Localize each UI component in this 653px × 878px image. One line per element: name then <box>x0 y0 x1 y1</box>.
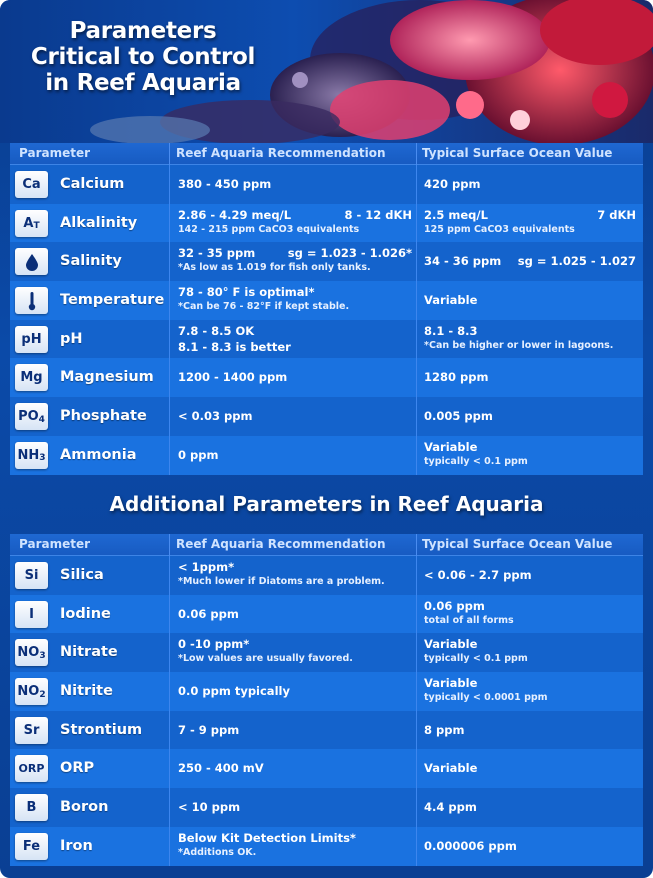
column-divider <box>416 143 417 165</box>
ocean-value: 4.4 ppm <box>424 800 477 815</box>
ocean-value: 8.1 - 8.3 <box>424 323 478 338</box>
table-body <box>10 556 643 866</box>
header-banner <box>0 0 653 143</box>
ocean-value: 8 ppm <box>424 722 465 737</box>
column-header-ocean: Typical Surface Ocean Value <box>422 537 613 551</box>
parameter-name: Strontium <box>60 721 143 738</box>
column-header-recommendation: Reef Aquaria Recommendation <box>176 537 386 551</box>
parameter-name: ORP <box>60 760 95 777</box>
parameter-name: Iron <box>60 837 93 854</box>
phosphate-symbol-badge: PO 4 <box>15 403 48 430</box>
recommendation-value: 7.8 - 8.5 OK <box>178 323 255 338</box>
parameter-name: Salinity <box>60 253 122 270</box>
ocean-value: 0.005 ppm <box>424 409 493 424</box>
ocean-dkh: 7 dKH <box>597 207 636 222</box>
parameter-name: Nitrate <box>60 644 118 661</box>
magnesium-symbol-badge: Mg <box>15 364 48 391</box>
table-row-calcium <box>10 165 643 204</box>
recommendation-value: 7 - 9 ppm <box>178 722 240 737</box>
parameter-name: Magnesium <box>60 369 154 386</box>
ocean-value: 1280 ppm <box>424 370 489 385</box>
table-row-boron <box>10 788 643 827</box>
ph-symbol-badge: pH <box>15 326 48 353</box>
boron-symbol-badge: B <box>15 794 48 821</box>
recommendation-value-better: 8.1 - 8.3 is better <box>178 339 291 354</box>
table-body <box>10 165 643 475</box>
iron-symbol-badge: Fe <box>15 833 48 860</box>
ocean-value: Variable <box>424 439 478 454</box>
column-header-parameter: Parameter <box>19 146 91 160</box>
ocean-value: Variable <box>424 293 478 308</box>
table-header <box>10 143 643 165</box>
recommendation-sg: sg = 1.023 - 1.026* <box>287 246 412 261</box>
table-row-ammonia <box>10 436 643 475</box>
recommendation-value: 2.86 - 4.29 meq/L 8 - 12 dKH <box>178 207 412 222</box>
nitrite-symbol-badge: NO 2 <box>15 678 48 705</box>
recommendation-value: < 1ppm* <box>178 560 235 574</box>
recommendation-value: 32 - 35 ppm sg = 1.023 - 1.026* <box>178 246 412 261</box>
recommendation-value: 78 - 80° F is optimal* <box>178 285 315 300</box>
ocean-value: Variable <box>424 761 478 776</box>
recommendation-note: *Much lower if Diatoms are a problem. <box>178 576 385 587</box>
strontium-symbol-badge: Sr <box>15 717 48 744</box>
ocean-note: *Can be higher or lower in lagoons. <box>424 339 614 351</box>
ocean-note: typically < 0.0001 ppm <box>424 692 548 704</box>
column-header-parameter: Parameter <box>19 537 91 551</box>
column-divider <box>169 143 170 165</box>
table-row-temperature <box>10 281 643 320</box>
iodine-symbol-badge: I <box>15 601 48 628</box>
recommendation-value: Below Kit Detection Limits* <box>178 830 356 845</box>
table-row-strontium <box>10 711 643 750</box>
parameter-name: Phosphate <box>60 408 147 425</box>
parameter-name: Silica <box>60 567 104 583</box>
table-row-magnesium <box>10 358 643 397</box>
thermometer-icon <box>15 287 48 314</box>
table-row-alkalinity <box>10 204 643 243</box>
ocean-value: < 0.06 - 2.7 ppm <box>424 568 532 582</box>
ocean-note: total of all forms <box>424 614 514 626</box>
parameter-name: Ammonia <box>60 446 137 463</box>
recommendation-note: 142 - 215 ppm CaCO3 equivalents <box>178 223 360 235</box>
recommendation-note: *Low values are usually favored. <box>178 653 353 665</box>
recommendation-value: 0.0 ppm typically <box>178 684 290 699</box>
column-header-recommendation: Reef Aquaria Recommendation <box>176 146 386 160</box>
drop-icon <box>15 248 48 275</box>
table-row-phosphate <box>10 397 643 436</box>
recommendation-value: 0 ppm <box>178 447 219 462</box>
ocean-note: 125 ppm CaCO3 equivalents <box>424 223 575 235</box>
recommendation-note: *Can be 76 - 82°F if kept stable. <box>178 301 350 313</box>
table-row-salinity <box>10 242 643 281</box>
recommendation-value: 0.06 ppm <box>178 606 239 621</box>
ocean-value: 0.000006 ppm <box>424 838 517 853</box>
ocean-value: 2.5 meq/L 7 dKH <box>424 207 636 222</box>
parameter-name: Nitrite <box>60 683 113 700</box>
recommendation-value: 0 -10 ppm* <box>178 637 250 652</box>
table-row-nitrate <box>10 633 643 672</box>
table-row-ph <box>10 320 643 359</box>
recommendation-dkh: 8 - 12 dKH <box>344 207 412 222</box>
ammonia-symbol-badge: NH 3 <box>15 442 48 469</box>
recommendation-value: 380 - 450 ppm <box>178 177 272 191</box>
recommendation-value: < 10 ppm <box>178 800 241 815</box>
ocean-value: Variable <box>424 676 478 691</box>
orp-symbol-badge: ORP <box>15 755 48 782</box>
critical-parameters-table <box>10 143 643 475</box>
page-title: Parameters Critical to Control in Reef Aquaria <box>30 18 256 96</box>
recommendation-note: *Additions OK. <box>178 846 257 858</box>
table-row-silica <box>10 556 643 595</box>
recommendation-value: 250 - 400 mV <box>178 761 264 776</box>
ocean-note: typically < 0.1 ppm <box>424 653 528 665</box>
additional-parameters-table <box>10 534 643 866</box>
recommendation-value: < 0.03 ppm <box>178 409 253 424</box>
table-header <box>10 534 643 556</box>
ocean-value: 420 ppm <box>424 177 481 191</box>
alkalinity-symbol-badge: A T <box>15 210 48 237</box>
recommendation-note: *As low as 1.019 for fish only tanks. <box>178 262 371 274</box>
ocean-value: 34 - 36 ppm sg = 1.025 - 1.027 <box>424 254 636 269</box>
parameter-name: Alkalinity <box>60 214 138 231</box>
section-title-additional: Additional Parameters in Reef Aquaria <box>109 492 544 516</box>
table-row-nitrite <box>10 672 643 711</box>
ocean-sg: sg = 1.025 - 1.027 <box>517 254 636 269</box>
table-row-iodine <box>10 595 643 634</box>
ocean-value: Variable <box>424 637 478 652</box>
parameter-name: Iodine <box>60 605 111 622</box>
nitrate-symbol-badge: NO 3 <box>15 639 48 666</box>
column-header-ocean: Typical Surface Ocean Value <box>422 146 613 160</box>
calcium-symbol-badge: Ca <box>15 171 48 198</box>
recommendation-value: 1200 - 1400 ppm <box>178 370 288 385</box>
parameter-name: Calcium <box>60 176 125 192</box>
ocean-value: 0.06 ppm <box>424 598 485 613</box>
parameter-name: pH <box>60 330 83 347</box>
table-row-iron <box>10 827 643 866</box>
parameter-name: Temperature <box>60 292 165 309</box>
ocean-note: typically < 0.1 ppm <box>424 455 528 467</box>
parameter-name: Boron <box>60 799 109 816</box>
table-row-orp <box>10 749 643 788</box>
silica-symbol-badge: Si <box>15 562 48 589</box>
